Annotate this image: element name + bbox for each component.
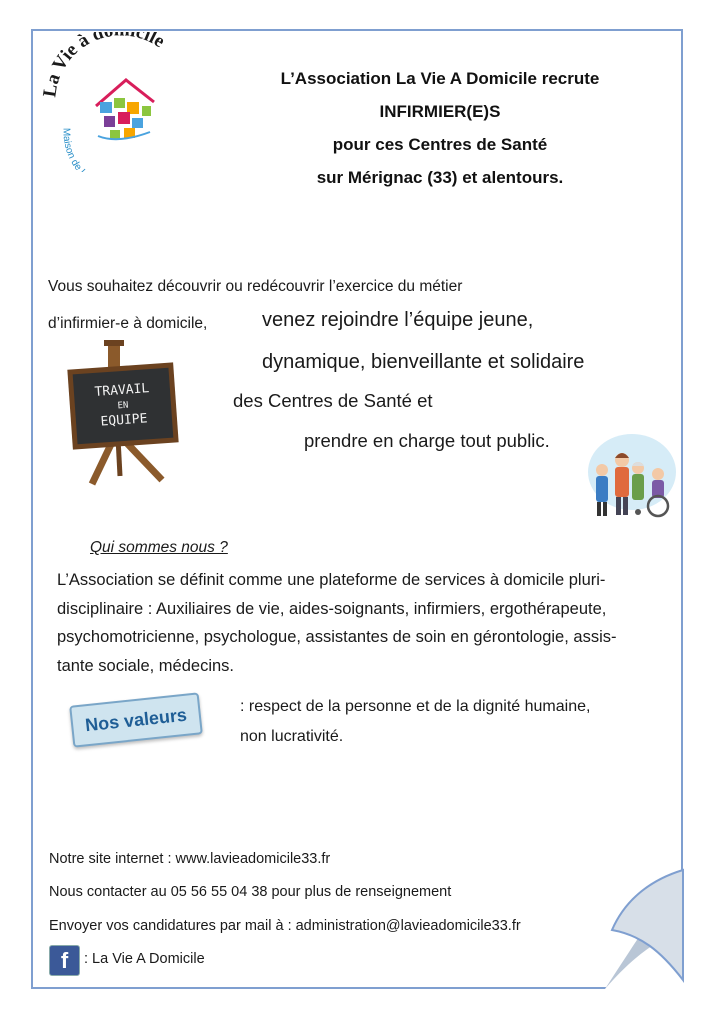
logo-tagline: Maison de bbox=[60, 127, 84, 172]
facebook-icon bbox=[49, 945, 80, 976]
teamwork-easel-image bbox=[66, 338, 186, 488]
intro-line-4: dynamique, bienveillante et solidaire bbox=[262, 351, 585, 373]
header-line-2: INFIRMIER(E)S bbox=[379, 102, 501, 121]
facebook-icon-letter: f bbox=[60, 947, 69, 973]
intro-line-1: Vous souhaitez découvrir ou redécouvrir l’exercice du métier bbox=[48, 278, 463, 295]
about-line-1: L’Association se définit comme une plateforme de services à domicile pluri- bbox=[57, 571, 606, 589]
about-paragraph bbox=[57, 566, 667, 680]
about-heading: Qui sommes nous ? bbox=[90, 539, 228, 556]
about-line-4: tante sociale, médecins. bbox=[57, 656, 235, 675]
family-illustration bbox=[582, 432, 676, 520]
facebook-info: : La Vie A Domicile bbox=[84, 951, 205, 967]
values-line-1: : respect de la personne et de la dignité humaine, bbox=[240, 698, 591, 715]
intro-line-5: des Centres de Santé et bbox=[233, 390, 433, 411]
svg-text:La Vie à domicile bbox=[39, 32, 168, 98]
easel-line-2: EN bbox=[117, 400, 129, 412]
intro-line-3: venez rejoindre l’équipe jeune, bbox=[262, 309, 534, 331]
header-line-3: pour ces Centres de Santé bbox=[332, 135, 548, 154]
header-line-4: sur Mérignac (33) et alentours. bbox=[316, 168, 564, 187]
website-info: Notre site internet : www.lavieadomicile33.fr bbox=[49, 851, 331, 867]
intro-line-6: prendre en charge tout public. bbox=[304, 430, 550, 451]
phone-info: Nous contacter au 05 56 55 04 38 pour plus de renseignement bbox=[49, 884, 452, 900]
association-logo bbox=[38, 32, 198, 172]
logo-name: La Vie à d cile bbox=[39, 32, 169, 99]
values-badge-label: Nos valeurs bbox=[84, 704, 188, 735]
intro-line-2: d’infirmier-e à domicile, bbox=[48, 315, 208, 332]
easel-line-3: EQUIPE bbox=[100, 411, 148, 430]
about-line-3: psychomotricienne, psychologue, assistantes de soin en gérontologie, assis- bbox=[57, 628, 617, 646]
about-line-2: disciplinaire : Auxiliaires de vie, aides-soignants, infirmiers, ergothérapeute, bbox=[57, 599, 607, 618]
values-line-2: non lucrativité. bbox=[240, 728, 344, 745]
easel-line-1: TRAVAIL bbox=[94, 381, 150, 400]
header-line-1: L’Association La Vie A Domicile recrute bbox=[280, 69, 600, 88]
email-info: Envoyer vos candidatures par mail à : administration@lavieadomicile33.fr bbox=[49, 918, 521, 934]
recruitment-header bbox=[225, 62, 655, 194]
